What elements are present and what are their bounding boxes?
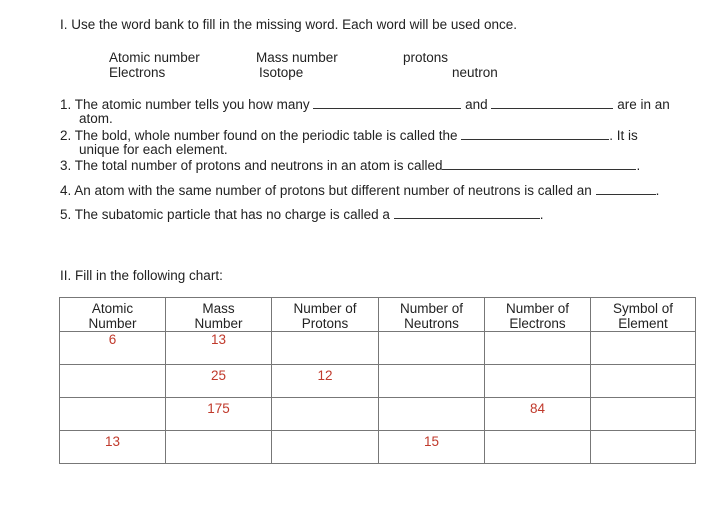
part1-heading: I. Use the word bank to fill in the missing word. Each word will be used once. <box>60 17 517 32</box>
cell-mass-number[interactable]: 13 <box>166 332 272 365</box>
table-row <box>60 332 696 365</box>
answer-blank[interactable] <box>461 127 609 140</box>
table-row <box>60 365 696 398</box>
cell-atomic-number[interactable]: 6 <box>60 332 166 365</box>
chart-header-row <box>60 298 696 332</box>
cell-electrons[interactable]: 84 <box>485 398 591 431</box>
cell-protons[interactable]: 12 <box>272 365 379 398</box>
answer-blank[interactable] <box>394 206 540 219</box>
cell-protons[interactable] <box>272 431 379 464</box>
header-atomic-number: Atomic Number <box>60 298 166 332</box>
cell-electrons[interactable] <box>485 431 591 464</box>
part2-heading: II. Fill in the following chart: <box>60 268 223 283</box>
cell-protons[interactable] <box>272 332 379 365</box>
header-protons: Number of Protons <box>272 298 379 332</box>
question-4: 4. An atom with the same number of protons but different number of neutrons is called an . <box>60 183 660 198</box>
word-bank-item: protons <box>403 50 449 65</box>
question-1: 1. The atomic number tells you how many and are in an <box>60 97 670 112</box>
word-bank-item: Mass number <box>256 50 338 65</box>
word-bank-item: Electrons <box>109 65 166 80</box>
word-bank-item: Atomic number <box>109 50 200 65</box>
question-2-cont: unique for each element. <box>79 142 228 157</box>
cell-mass-number[interactable] <box>166 431 272 464</box>
cell-protons[interactable] <box>272 398 379 431</box>
atom-chart <box>59 297 696 464</box>
header-symbol: Symbol of Element <box>591 298 696 332</box>
cell-mass-number[interactable]: 25 <box>166 365 272 398</box>
cell-atomic-number[interactable] <box>60 398 166 431</box>
cell-symbol[interactable] <box>591 365 696 398</box>
header-electrons: Number of Electrons <box>485 298 591 332</box>
answer-blank[interactable] <box>596 182 656 195</box>
cell-electrons[interactable] <box>485 365 591 398</box>
header-neutrons: Number of Neutrons <box>379 298 485 332</box>
question-5: 5. The subatomic particle that has no charge is called a . <box>60 207 544 222</box>
question-2: 2. The bold, whole number found on the periodic table is called the . It is <box>60 128 638 143</box>
cell-neutrons[interactable] <box>379 332 485 365</box>
cell-neutrons[interactable]: 15 <box>379 431 485 464</box>
answer-blank[interactable] <box>491 96 613 109</box>
cell-mass-number[interactable]: 175 <box>166 398 272 431</box>
answer-blank[interactable] <box>313 96 461 109</box>
cell-atomic-number[interactable]: 13 <box>60 431 166 464</box>
question-1-cont: atom. <box>79 111 113 126</box>
table-row <box>60 431 696 464</box>
cell-symbol[interactable] <box>591 332 696 365</box>
cell-atomic-number[interactable] <box>60 365 166 398</box>
cell-neutrons[interactable] <box>379 365 485 398</box>
cell-neutrons[interactable] <box>379 398 485 431</box>
header-mass-number: Mass Number <box>166 298 272 332</box>
cell-symbol[interactable] <box>591 431 696 464</box>
cell-electrons[interactable] <box>485 332 591 365</box>
table-row <box>60 398 696 431</box>
question-3: 3. The total number of protons and neutrons in an atom is called . <box>60 158 641 173</box>
answer-blank[interactable] <box>442 157 636 170</box>
word-bank-item: Isotope <box>259 65 304 80</box>
cell-symbol[interactable] <box>591 398 696 431</box>
word-bank-item: neutron <box>452 65 498 80</box>
